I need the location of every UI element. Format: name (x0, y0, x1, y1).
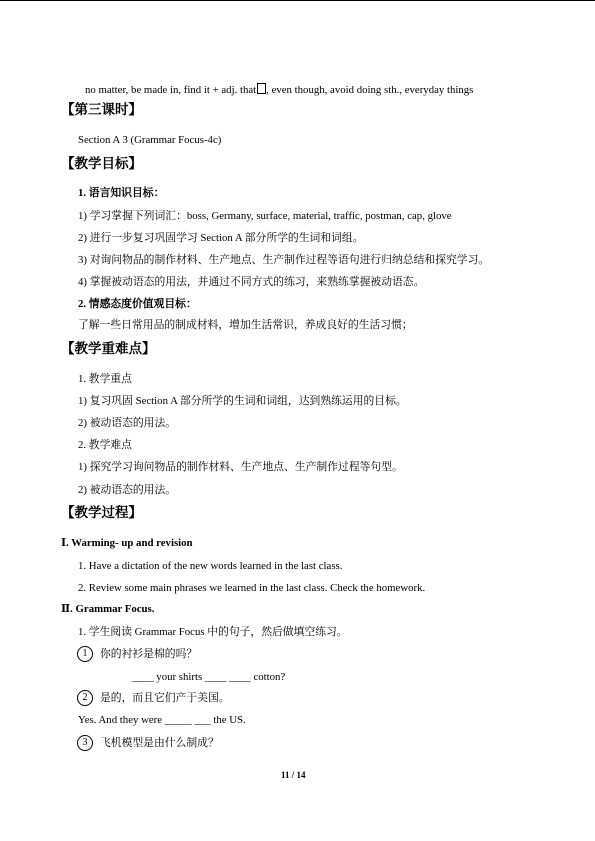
goal-item: 4) 掌握被动语态的用法，并通过不同方式的练习，来熟练掌握被动语态。 (78, 276, 425, 288)
difficulty-title: 2. 教学难点 (78, 439, 132, 451)
focus-item: 1) 复习巩固 Section A 部分所学的生词和词组，达到熟练运用的目标。 (78, 395, 407, 407)
goal-item: 2) 进行一步复习巩固学习 Section A 部分所学的生词和词组。 (78, 232, 364, 244)
lesson3-section: Section A 3 (Grammar Focus-4c) (78, 134, 222, 146)
top-border (0, 0, 595, 1)
goals-heading: 【教学目标】 (61, 156, 142, 171)
difficulty-item: 1) 探究学习询问物品的制作材料、生产地点、生产制作过程等句型。 (78, 461, 403, 473)
process-heading: 【教学过程】 (61, 505, 142, 520)
exercise-english: Yes. And they were _____ ___ the US. (78, 714, 246, 726)
goal-item: 3) 对询问物品的制作材料、生产地点、生产制作过程等语句进行归纳总结和探究学习。 (78, 254, 490, 266)
part1-title: Ⅰ. Warming- up and revision (61, 537, 193, 549)
knowledge-goal-title: 1. 语言知识目标： (78, 187, 165, 199)
circled-number: 3 (77, 735, 93, 751)
exercise-chinese: 飞机模型是由什么制成？ (100, 737, 219, 749)
empty-box-glyph (257, 83, 266, 94)
exercise-english: ____ your shirts ____ ____ cotton? (132, 671, 286, 683)
part1-item: 1. Have a dictation of the new words learned in the last class. (78, 560, 343, 572)
intro-vocab-line: no matter, be made in, find it + adj. that , even though, avoid doing sth., everyday things (85, 84, 474, 96)
page-number: 11 / 14 (281, 770, 306, 780)
focus-title: 1. 教学重点 (78, 373, 132, 385)
difficulty-item: 2) 被动语态的用法。 (78, 484, 177, 496)
part1-item: 2. Review some main phrases we learned in the last class. Check the homework. (78, 582, 426, 594)
exercise-chinese: 你的衬衫是棉的吗？ (100, 648, 198, 660)
goal-item: 1) 学习掌握下列词汇：boss, Germany, surface, material, traffic, postman, cap, glove (78, 210, 452, 222)
part2-instruction: 1. 学生阅读 Grammar Focus 中的句子，然后做填空练习。 (78, 626, 348, 638)
attitude-goal-text: 了解一些日常用品的制成材料，增加生活常识，养成良好的生活习惯； (78, 319, 413, 331)
focus-item: 2) 被动语态的用法。 (78, 417, 177, 429)
keypoints-heading: 【教学重难点】 (61, 341, 156, 356)
exercise-chinese: 是的，而且它们产于美国。 (100, 692, 230, 704)
lesson3-heading: 【第三课时】 (61, 102, 142, 117)
circled-number: 2 (77, 690, 93, 706)
circled-number: 1 (77, 646, 93, 662)
attitude-goal-title: 2. 情感态度价值观目标： (78, 298, 197, 310)
part2-title: Ⅱ. Grammar Focus. (61, 603, 155, 615)
